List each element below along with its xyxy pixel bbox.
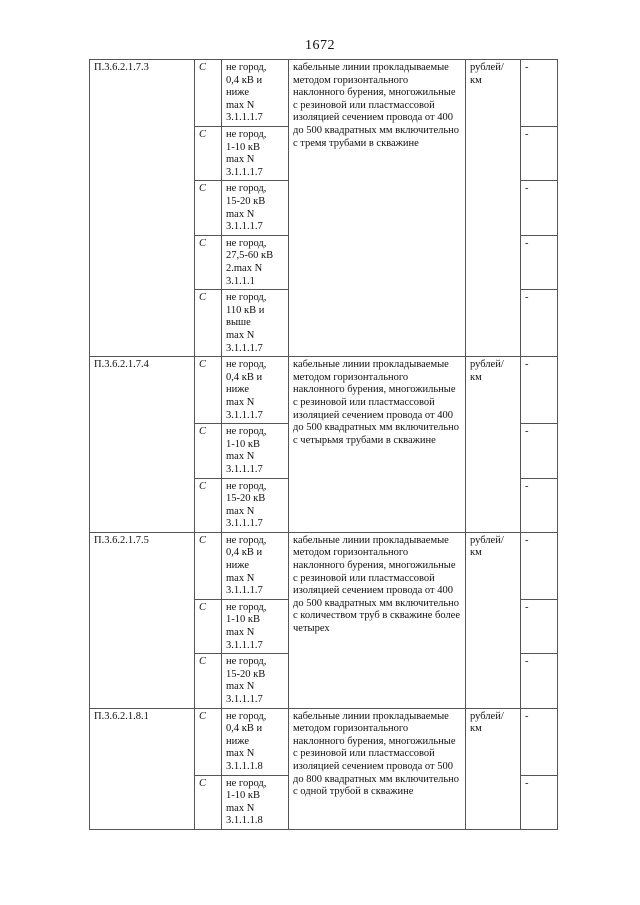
condition-cell: [222, 775, 289, 829]
condition-cell: [222, 290, 289, 357]
condition-line: ниже: [226, 735, 250, 747]
table-row: [90, 60, 558, 127]
condition-line: max N: [226, 748, 255, 760]
value-cell: -: [521, 235, 558, 289]
condition-line: 0,4 кВ и: [226, 547, 263, 559]
table-row: [90, 708, 558, 775]
category-letter-cell: С: [195, 235, 222, 289]
category-letter-cell: С: [195, 424, 222, 478]
condition-cell: [222, 654, 289, 708]
condition-line: 0,4 кВ и: [226, 723, 263, 735]
condition-line: 3.1.1.1.7: [226, 342, 263, 354]
category-letter-cell: С: [195, 708, 222, 775]
condition-line: 15-20 кВ: [226, 195, 266, 207]
condition-line: 3.1.1.1.7: [226, 221, 263, 233]
condition-line: max N: [226, 681, 255, 693]
value-cell: -: [521, 424, 558, 478]
value-cell: -: [521, 127, 558, 181]
condition-line: 1-10 кВ: [226, 141, 260, 153]
condition-line: 3.1.1.1.7: [226, 112, 263, 124]
category-letter-cell: С: [195, 775, 222, 829]
condition-line: 2.max N: [226, 262, 263, 274]
category-letter-cell: С: [195, 60, 222, 127]
condition-line: 15-20 кВ: [226, 493, 266, 505]
item-code-cell: П.3.6.2.1.7.4: [90, 357, 195, 533]
condition-line: ниже: [226, 87, 250, 99]
category-letter-cell: С: [195, 478, 222, 532]
item-code-cell: П.3.6.2.1.7.3: [90, 60, 195, 357]
category-letter-cell: С: [195, 654, 222, 708]
table-row: [90, 357, 558, 424]
condition-line: 3.1.1.1.7: [226, 463, 263, 475]
condition-cell: [222, 127, 289, 181]
condition-line: 3.1.1.1.7: [226, 166, 263, 178]
condition-line: не город,: [226, 534, 267, 546]
condition-line: не город,: [226, 777, 267, 789]
value-cell: -: [521, 708, 558, 775]
condition-line: 1-10 кВ: [226, 438, 260, 450]
category-letter-cell: С: [195, 290, 222, 357]
unit-cell: рублей/ км: [466, 357, 521, 533]
condition-line: 3.1.1.1.7: [226, 585, 263, 597]
condition-cell: [222, 478, 289, 532]
unit-cell: рублей/ км: [466, 708, 521, 829]
condition-line: 3.1.1.1: [226, 275, 255, 287]
condition-line: не город,: [226, 426, 267, 438]
table-body: [90, 60, 558, 830]
condition-line: не город,: [226, 292, 267, 304]
condition-cell: [222, 424, 289, 478]
condition-cell: [222, 235, 289, 289]
condition-line: 0,4 кВ и: [226, 371, 263, 383]
value-cell: -: [521, 181, 558, 235]
condition-line: не город,: [226, 480, 267, 492]
condition-line: не город,: [226, 237, 267, 249]
category-letter-cell: С: [195, 532, 222, 599]
condition-line: не город,: [226, 359, 267, 371]
condition-line: 1-10 кВ: [226, 790, 260, 802]
condition-line: max N: [226, 208, 255, 220]
item-code-cell: П.3.6.2.1.7.5: [90, 532, 195, 708]
value-cell: -: [521, 654, 558, 708]
category-letter-cell: С: [195, 127, 222, 181]
condition-cell: [222, 357, 289, 424]
description-cell: кабельные линии прокладываемые методом горизонтального наклонного бурения, многожильные с резиновой или пластмассовой изоляцией сечением провода от 500 до 800 квадратных мм включительно с одной трубой в скважине: [289, 708, 466, 829]
condition-line: 1-10 кВ: [226, 614, 260, 626]
condition-line: 3.1.1.1.7: [226, 639, 263, 651]
condition-line: 3.1.1.1.7: [226, 518, 263, 530]
condition-line: 15-20 кВ: [226, 668, 266, 680]
condition-line: не город,: [226, 62, 267, 73]
condition-line: max N: [226, 572, 255, 584]
condition-cell: [222, 708, 289, 775]
condition-line: выше: [226, 317, 251, 329]
condition-line: не город,: [226, 183, 267, 195]
condition-line: не город,: [226, 656, 267, 668]
value-cell: -: [521, 775, 558, 829]
condition-cell: [222, 599, 289, 653]
value-cell: -: [521, 290, 558, 357]
condition-line: ниже: [226, 384, 250, 396]
condition-line: 110 кВ и: [226, 304, 265, 316]
condition-line: не город,: [226, 710, 267, 722]
condition-line: ниже: [226, 560, 250, 572]
unit-cell: рублей/ км: [466, 60, 521, 357]
condition-line: max N: [226, 505, 255, 517]
value-cell: -: [521, 599, 558, 653]
value-cell: -: [521, 60, 558, 127]
category-letter-cell: С: [195, 181, 222, 235]
condition-cell: [222, 60, 289, 127]
condition-line: не город,: [226, 129, 267, 140]
condition-line: max N: [226, 329, 255, 341]
condition-line: 3.1.1.1.7: [226, 409, 263, 421]
description-cell: кабельные линии прокладываемые методом горизонтального наклонного бурения, многожильные с резиновой или пластмассовой изоляцией сечением провода от 400 до 500 квадратных мм включительно с тремя трубами в скважине: [289, 60, 466, 357]
unit-cell: рублей/ км: [466, 532, 521, 708]
condition-line: не город,: [226, 601, 267, 613]
condition-cell: [222, 532, 289, 599]
value-cell: -: [521, 478, 558, 532]
condition-line: 3.1.1.1.8: [226, 815, 263, 827]
tariff-table: [89, 59, 558, 830]
condition-cell: [222, 181, 289, 235]
condition-line: 0,4 кВ и: [226, 74, 263, 86]
item-code-cell: П.3.6.2.1.8.1: [90, 708, 195, 829]
description-cell: кабельные линии прокладываемые методом горизонтального наклонного бурения, многожильные с резиновой или пластмассовой изоляцией сечением провода от 400 до 500 квадратных мм включительно с количеством труб в скважине более четырех: [289, 532, 466, 708]
value-cell: -: [521, 532, 558, 599]
condition-line: max N: [226, 154, 255, 166]
table-row: [90, 532, 558, 599]
value-cell: -: [521, 357, 558, 424]
condition-line: 3.1.1.1.7: [226, 694, 263, 706]
condition-line: 27,5-60 кВ: [226, 250, 274, 262]
page-number: 1672: [305, 38, 335, 53]
description-cell: кабельные линии прокладываемые методом горизонтального наклонного бурения, многожильные с резиновой или пластмассовой изоляцией сечением провода от 400 до 500 квадратных мм включительно с четырьмя трубами в скважине: [289, 357, 466, 533]
condition-line: 3.1.1.1.8: [226, 761, 263, 772]
condition-line: max N: [226, 396, 255, 408]
category-letter-cell: С: [195, 599, 222, 653]
condition-line: max N: [226, 451, 255, 463]
condition-line: max N: [226, 99, 255, 111]
category-letter-cell: С: [195, 357, 222, 424]
condition-line: max N: [226, 802, 255, 814]
condition-line: max N: [226, 627, 255, 639]
